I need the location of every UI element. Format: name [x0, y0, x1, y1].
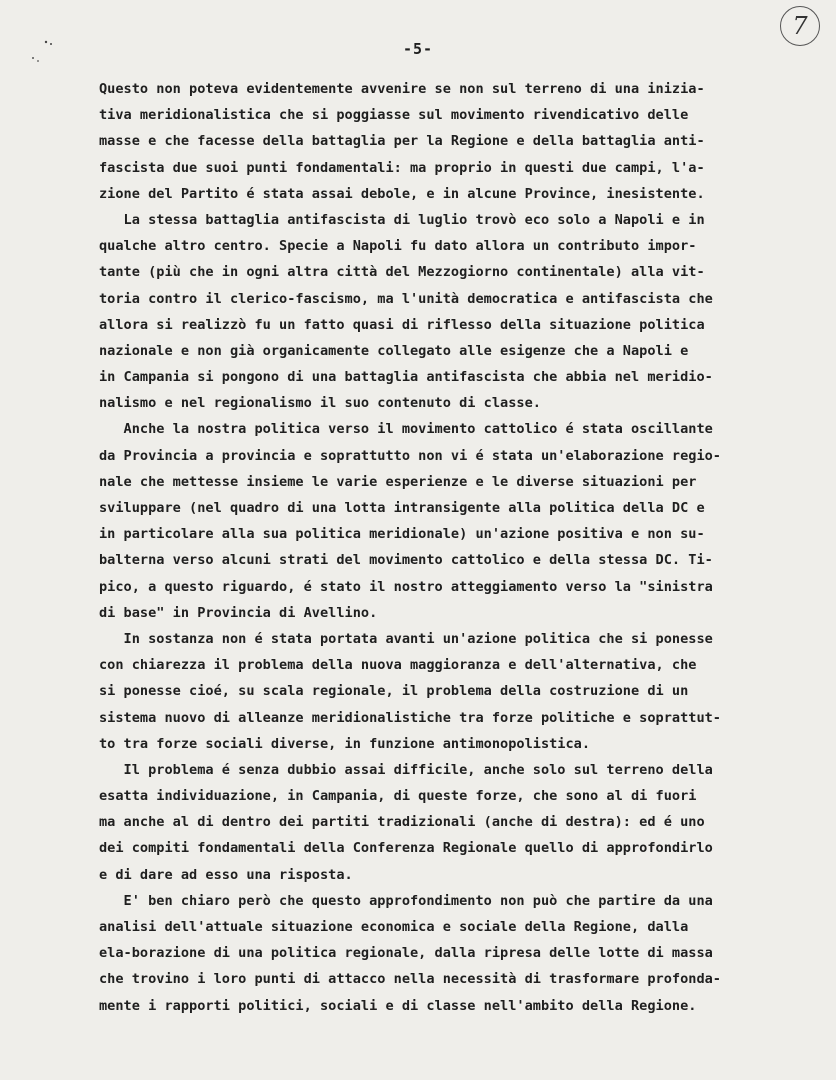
text-line: dei compiti fondamentali della Conferenza Regionale quello di approfondirlo [99, 840, 713, 857]
text-line: analisi dell'attuale situazione economica e sociale della Regione, dalla [99, 919, 689, 935]
text-line: tante (più che in ogni altra città del Mezzogiorno continentale) alla vit- [99, 264, 705, 281]
text-line: mente i rapporti politici, sociali e di classe nell'ambito della Regione. [99, 997, 697, 1014]
text-line: sistema nuovo di alleanze meridionalistiche tra forze politiche e soprattut- [99, 709, 721, 726]
text-line: zione del Partito é stata assai debole, e in alcune Province, inesistente. [99, 185, 705, 202]
text-line: In sostanza non é stata portata avanti un'azione politica che si ponesse [99, 630, 713, 647]
text-line: nazionale e non già organicamente collegato alle esigenze che a Napoli e [99, 342, 689, 359]
text-line: sviluppare (nel quadro di una lotta intransigente alla politica della DC e [99, 500, 705, 516]
text-line: ma anche al di dentro dei partiti tradizionali (anche di destra): ed é uno [99, 814, 705, 831]
text-line: to tra forze sociali diverse, in funzione antimonopolistica. [99, 735, 591, 752]
text-line: La stessa battaglia antifascista di luglio trovò eco solo a Napoli e in [99, 211, 705, 228]
text-line: con chiarezza il problema della nuova maggioranza e dell'alternativa, che [99, 657, 697, 674]
body-text [99, 76, 825, 1019]
text-line: toria contro il clerico-fascismo, ma l'unità democratica e antifascista che [99, 290, 713, 307]
text-line: e di dare ad esso una risposta. [99, 866, 353, 883]
text-line: si ponesse cioé, su scala regionale, il problema della costruzione di un [99, 683, 689, 700]
text-line: masse e che facesse della battaglia per la Regione e della battaglia anti- [99, 133, 705, 150]
text-line: allora si realizzò fu un fatto quasi di riflesso della situazione politica [99, 316, 705, 333]
text-line: ela-borazione di una politica regionale, dalla ripresa delle lotte di massa [99, 945, 713, 962]
text-line: Questo non poteva evidentemente avvenire se non sul terreno di una inizia- [99, 81, 705, 97]
text-line: pico, a questo riguardo, é stato il nostro atteggiamento verso la "sinistra [99, 578, 713, 595]
page-number: -5- [402, 40, 434, 58]
folio-number-circled: 7 [780, 6, 820, 46]
text-line: Anche la nostra politica verso il movimento cattolico é stata oscillante [99, 421, 713, 438]
text-line: da Provincia a provincia e soprattutto non vi é stata un'elaborazione regio- [99, 447, 721, 464]
text-line: Il problema é senza dubbio assai difficile, anche solo sul terreno della [99, 761, 713, 778]
text-line: fascista due suoi punti fondamentali: ma proprio in questi due campi, l'a- [99, 159, 705, 176]
text-line: esatta individuazione, in Campania, di queste forze, che sono al di fuori [99, 788, 697, 805]
text-line: in particolare alla sua politica meridionale) un'azione positiva e non su- [99, 526, 705, 543]
text-line: qualche altro centro. Specie a Napoli fu dato allora un contributo impor- [99, 238, 697, 255]
text-line: nalismo e nel regionalismo il suo contenuto di classe. [99, 395, 541, 412]
text-line: che trovino i loro punti di attacco nella necessità di trasformare profonda- [99, 971, 721, 988]
text-line: balterna verso alcuni strati del movimento cattolico e della stessa DC. Ti- [99, 552, 713, 569]
text-line: E' ben chiaro però che questo approfondimento non può che partire da una [99, 892, 713, 909]
text-line: tiva meridionalistica che si poggiasse sul movimento rivendicativo delle [99, 107, 689, 124]
text-line: in Campania si pongono di una battaglia antifascista che abbia nel meridio- [99, 369, 713, 386]
text-line: nale che mettesse insieme le varie esperienze e le diverse situazioni per [99, 473, 697, 490]
text-line: di base" in Provincia di Avellino. [99, 604, 378, 621]
